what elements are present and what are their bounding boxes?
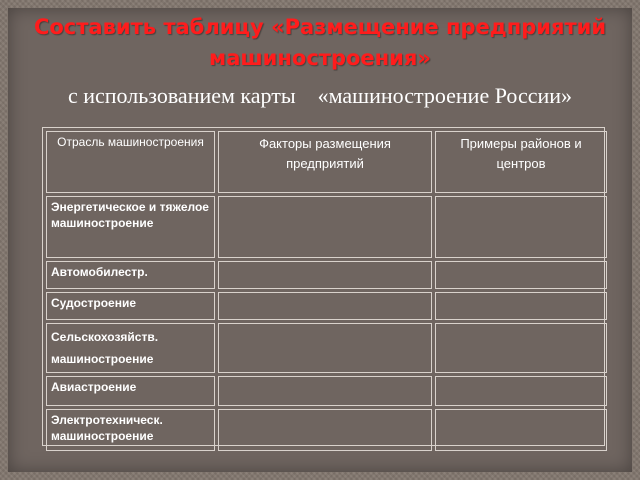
slide-subtitle: с использованием карты «машиностроение России»: [67, 83, 573, 108]
examples-cell[interactable]: [435, 261, 607, 289]
table-row: [46, 376, 607, 406]
branch-cell: Авиастроение: [46, 376, 215, 406]
table-header-row: [46, 131, 607, 193]
factors-cell[interactable]: [218, 292, 432, 320]
examples-cell[interactable]: [435, 323, 607, 373]
examples-cell[interactable]: [435, 409, 607, 451]
branch-cell: Автомобилестр.: [46, 261, 215, 289]
header-factors: Факторы размещения предприятий: [218, 131, 432, 193]
factors-cell[interactable]: [218, 409, 432, 451]
branch-cell: Судостроение: [46, 292, 215, 320]
factors-cell[interactable]: [218, 196, 432, 258]
factors-cell[interactable]: [218, 323, 432, 373]
header-branch: Отрасль машиностроения: [46, 131, 215, 193]
placement-table: [42, 127, 605, 446]
factors-cell[interactable]: [218, 261, 432, 289]
header-examples: Примеры районов и центров: [435, 131, 607, 193]
table-row: [46, 196, 607, 258]
table-row: [46, 261, 607, 289]
table-row: [46, 409, 607, 451]
branch-cell: Электротехническ. машиностроение: [46, 409, 215, 451]
placement-table-grid: [43, 128, 610, 454]
table-row: [46, 323, 607, 373]
examples-cell[interactable]: [435, 196, 607, 258]
table-row: [46, 292, 607, 320]
examples-cell[interactable]: [435, 292, 607, 320]
branch-cell: Сельскохозяйств. машиностроение: [46, 323, 215, 373]
branch-cell: Энергетическое и тяжелое машиностроение: [46, 196, 215, 258]
slide-title: Составить таблицу «Размещение предприятий машиностроения»: [33, 15, 607, 70]
factors-cell[interactable]: [218, 376, 432, 406]
examples-cell[interactable]: [435, 376, 607, 406]
